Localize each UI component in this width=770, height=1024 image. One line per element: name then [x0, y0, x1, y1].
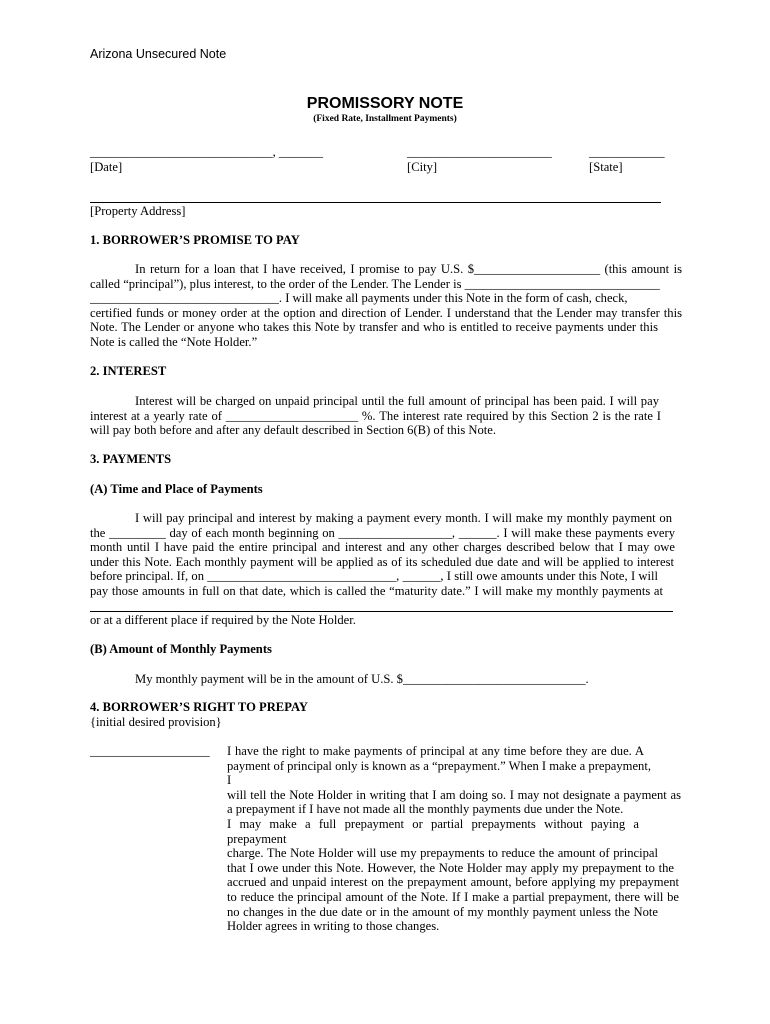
paragraph-line: Holder agrees in writing to those changes. — [227, 919, 440, 934]
paragraph-line: accrued and unpaid interest on the prepayment amount, before applying my prepayment — [227, 875, 679, 890]
city-label: [City] — [407, 160, 438, 174]
paragraph-line: that I owe under this Note. However, the Note Holder may apply my prepayment to the — [227, 860, 674, 875]
paragraph-line: the _________ day of each month beginning on __________________, ______. I will make these payments every — [90, 525, 675, 540]
paragraph-line: Interest will be charged on unpaid principal until the full amount of principal has been paid. I will pay — [135, 394, 659, 408]
section-2-heading: 2. INTEREST — [90, 364, 167, 378]
section-3b-heading: (B) Amount of Monthly Payments — [90, 642, 272, 656]
initials-field[interactable]: ___________________ — [90, 744, 210, 758]
section-4-note: {initial desired provision} — [90, 715, 222, 729]
paragraph-line: charge. The Note Holder will use my prepayments to reduce the amount of principal — [227, 846, 658, 861]
state-label: [State] — [589, 160, 623, 174]
document-subtitle: (Fixed Rate, Installment Payments) — [313, 114, 457, 124]
property-address-label: [Property Address] — [90, 204, 186, 218]
paragraph-line: interest at a yearly rate of _____________________ %. The interest rate required by this Section 2 is the rate I — [90, 408, 661, 423]
paragraph-line: pay those amounts in full on that date, which is called the “maturity date.” I will make my monthly payments at — [90, 583, 663, 598]
state-field[interactable]: ____________ — [589, 145, 665, 159]
section-1-body — [90, 262, 682, 350]
paragraph-line: called “principal”), plus interest, to the order of the Lender. The Lender is _______________________________ — [90, 276, 660, 291]
section-1-heading: 1. BORROWER’S PROMISE TO PAY — [90, 233, 300, 247]
section-3-heading: 3. PAYMENTS — [90, 452, 172, 466]
paragraph-line: payment of principal only is known as a “prepayment.” When I make a prepayment, I — [227, 758, 651, 788]
paragraph-line: before principal. If, on ______________________________, ______, I still owe amounts under this Note, I will — [90, 569, 658, 584]
paragraph-line: month until I have paid the entire principal and interest and any other charges described below that I may owe — [90, 540, 675, 555]
date-label: [Date] — [90, 160, 123, 174]
city-field[interactable]: _______________________ — [407, 145, 552, 159]
paragraph-line: In return for a loan that I have received, I promise to pay U.S. $____________________ (this amount is — [135, 262, 682, 276]
section-3a-heading: (A) Time and Place of Payments — [90, 482, 263, 496]
monthly-payment-text: My monthly payment will be in the amount of U.S. $_____________________________. — [135, 672, 589, 686]
paragraph-line: ______________________________. I will make all payments under this Note in the form of cash, check, — [90, 291, 628, 306]
payment-place-field[interactable] — [90, 611, 673, 612]
paragraph-line: Note. The Lender or anyone who takes this Note by transfer and who is entitled to receive payments under this — [90, 320, 658, 335]
paragraph-line: certified funds or money order at the option and direction of Lender. I understand that the Lender may transfer this — [90, 305, 682, 320]
section-4-heading: 4. BORROWER’S RIGHT TO PREPAY — [90, 700, 308, 714]
paragraph-line: will pay both before and after any default described in Section 6(B) of this Note. — [90, 423, 497, 438]
property-address-field[interactable] — [90, 202, 661, 203]
section-3a-body — [90, 511, 682, 599]
date-field[interactable]: _____________________________, _______ — [90, 145, 323, 159]
paragraph-line: I may make a full prepayment or partial prepayments without paying a prepayment — [227, 816, 639, 846]
form-name: Arizona Unsecured Note — [90, 47, 227, 61]
paragraph-line: will tell the Note Holder in writing that I am doing so. I may not designate a payment as — [227, 787, 681, 802]
paragraph-line: to reduce the principal amount of the Note. If I make a partial prepayment, there will be — [227, 889, 679, 904]
section-3a-after: or at a different place if required by the Note Holder. — [90, 613, 356, 627]
paragraph-line: I will pay principal and interest by making a payment every month. I will make my monthly payment on — [135, 511, 672, 525]
document-title: PROMISSORY NOTE — [306, 95, 464, 112]
paragraph-line: under this Note. Each monthly payment will be applied as of its scheduled due date and will be applied to interest — [90, 554, 674, 569]
section-2-body — [90, 394, 682, 438]
paragraph-line: Note is called the “Note Holder.” — [90, 334, 258, 349]
paragraph-line: a prepayment if I have not made all the monthly payments due under the Note. — [227, 802, 624, 817]
section-4-body — [227, 744, 682, 934]
paragraph-line: I have the right to make payments of principal at any time before they are due. A — [227, 744, 644, 758]
paragraph-line: no changes in the due date or in the amount of my monthly payment unless the Note — [227, 904, 658, 919]
